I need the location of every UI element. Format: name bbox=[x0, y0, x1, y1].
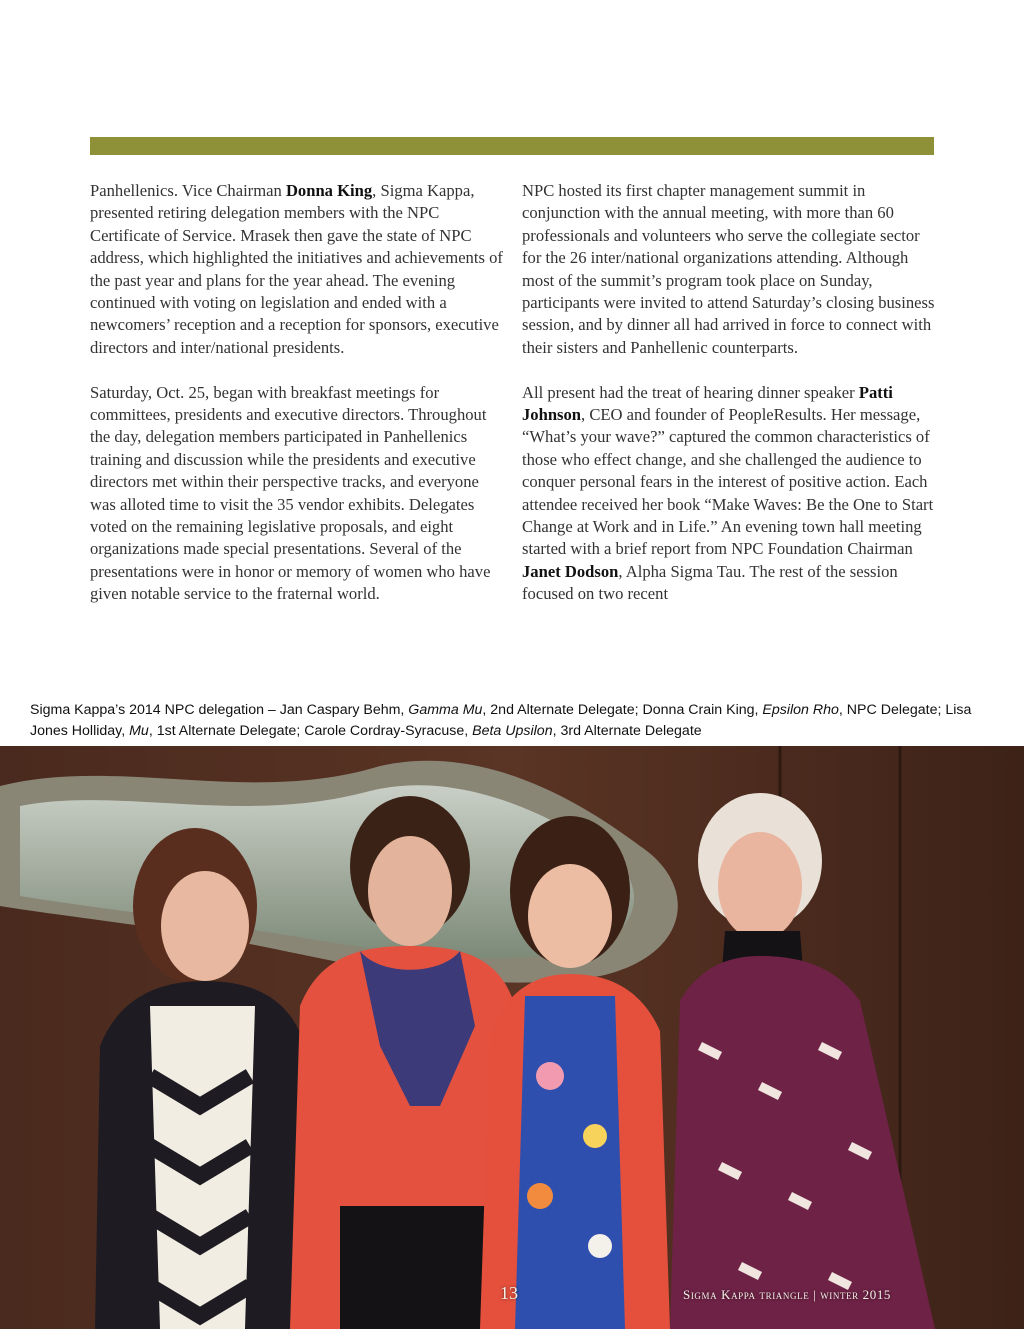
bold-name: Patti Johnson bbox=[522, 382, 893, 425]
text-run: Panhellenics. Vice Chairman bbox=[90, 181, 286, 200]
italic-chapter-name: Gamma Mu bbox=[408, 702, 483, 718]
right-paragraph-1 bbox=[522, 180, 936, 359]
text-run: , Sigma Kappa, presented retiring delegation members with the NPC Certificate of Service. Mrasek then gave the state of NPC address, which highlighted the initiatives and achievements of the past year and plans for the year ahead. The evening continued with voting on legislation and ended with a newcomers’ reception and a reception for sponsors, executive directors and inter/national presidents. bbox=[90, 181, 503, 357]
running-title-text: Sigma Kappa triangle | winter 2015 bbox=[683, 1287, 892, 1302]
photo-caption bbox=[30, 700, 1000, 741]
accent-bar bbox=[90, 137, 934, 155]
bold-name: Donna King bbox=[285, 181, 373, 200]
text-run: Sigma Kappa’s 2014 NPC delegation – Jan Caspary Behm, bbox=[30, 702, 409, 718]
right-column bbox=[522, 180, 936, 606]
text-run: , 3rd Alternate Delegate bbox=[552, 722, 702, 739]
text-run: , 2nd Alternate Delegate; Donna Crain King, bbox=[482, 702, 763, 718]
text-run: NPC hosted its first chapter management summit in conjunction with the annual meeting, with more than 60 professionals and volunteers who serve the collegiate sector for the 26 inter/national organizations attending. Although most of the summit’s program took place on Sunday, participants were invited to attend Saturday’s closing business session, and by dinner all had arrived in force to connect with their sisters and Panhellenic counterparts. bbox=[522, 181, 935, 357]
group-photo bbox=[0, 746, 1024, 1329]
left-paragraph-2 bbox=[90, 382, 506, 606]
group-photo-illustration bbox=[0, 746, 1024, 1329]
text-run: Saturday, Oct. 25, began with breakfast meetings for committees, presidents and executive directors. Throughout the day, delegation members participated in Panhellenics training and discussion while the presidents and executive directors met within their perspective tracks, and everyone was alloted time to visit the 35 vendor exhibits. Delegates voted on the remaining legislative proposals, and eight organizations made special presentations. Several of the presentations were in honor or memory of women who have given notable service to the fraternal world. bbox=[90, 382, 491, 604]
italic-chapter-name: Mu bbox=[129, 722, 149, 739]
text-run: , CEO and founder of PeopleResults. Her message, “What’s your wave?” captured the common characteristics of those who effect change, and she challenged the audience to conquer personal fears in the interest of positive action. Each attendee received her book “Make Waves: Be the One to Start Change at Work and in Life.” An evening town hall meeting started with a brief report from NPC Foundation Chairman bbox=[522, 405, 934, 559]
italic-chapter-name: Beta Upsilon bbox=[472, 722, 553, 739]
text-run: , 1st Alternate Delegate; Carole Cordray-Syracuse, bbox=[148, 722, 473, 739]
running-title bbox=[683, 1287, 891, 1303]
left-column bbox=[90, 180, 506, 606]
italic-chapter-name: Epsilon Rho bbox=[762, 702, 839, 718]
right-paragraph-2 bbox=[522, 382, 936, 606]
text-run: , Alpha Sigma Tau. The rest of the session focused on two recent bbox=[522, 561, 898, 604]
left-paragraph-1 bbox=[90, 180, 506, 359]
text-run: , NPC Delegate; Lisa Jones Holliday, bbox=[30, 702, 972, 739]
text-run: All present had the treat of hearing dinner speaker bbox=[522, 382, 859, 402]
page-number: 13 bbox=[500, 1283, 518, 1303]
bold-name: Janet Dodson bbox=[522, 561, 619, 581]
